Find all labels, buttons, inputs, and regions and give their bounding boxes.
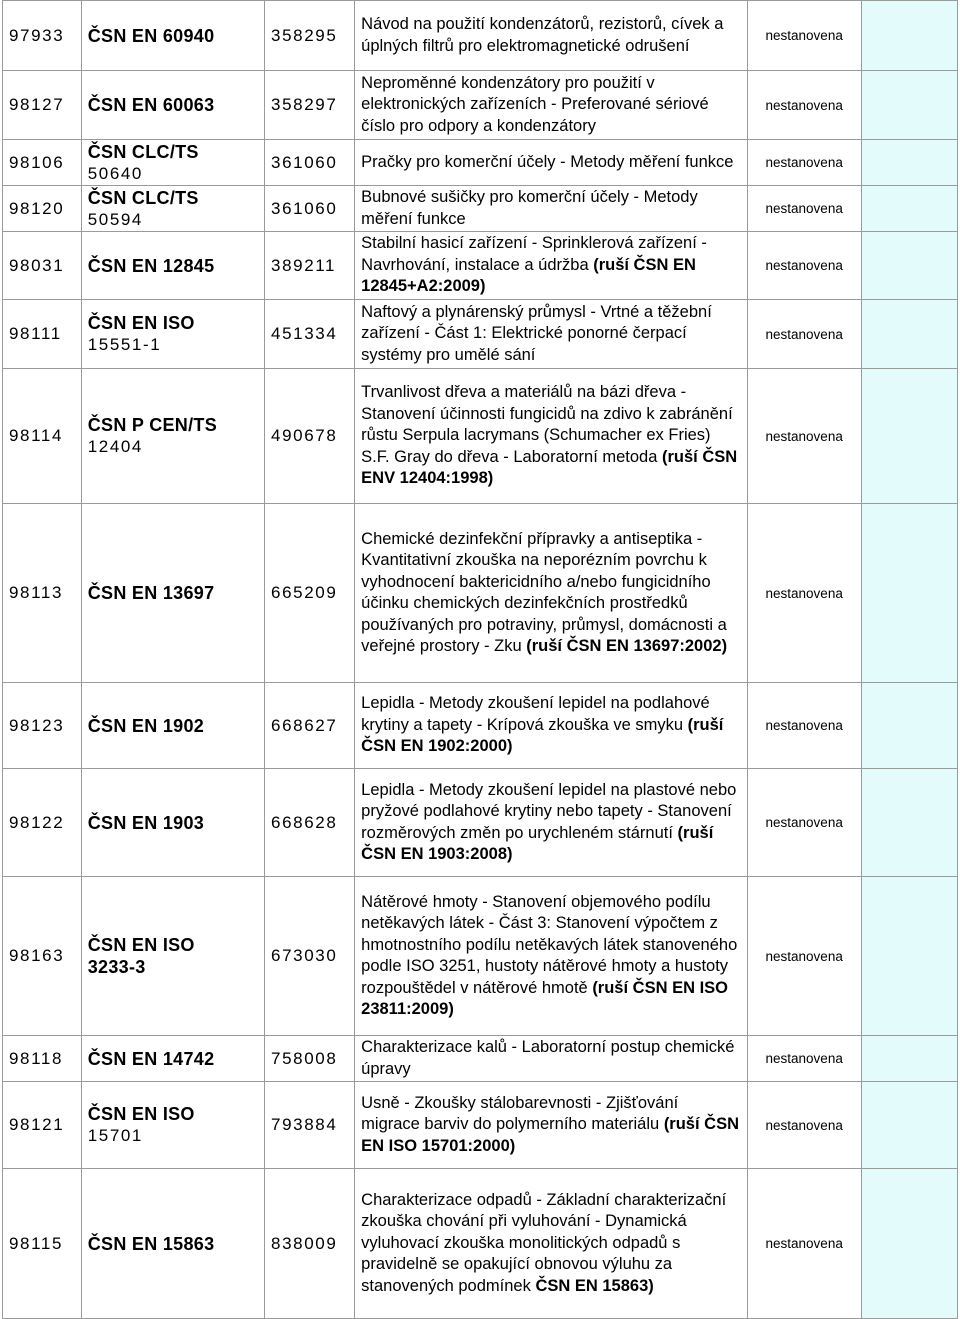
standard-title: [355, 369, 748, 504]
standard-title-text: Chemické dezinfekční přípravky a antiseptika - Kvantitativní zkouška na neporézním povrchu k vyhodnocení baktericidního a/nebo fungicidního účinku chemických dezinfekčních prostředků používaných pro potraviny, průmysl, domácnosti a veřejné prostory - Zku: [361, 529, 727, 655]
standard-code-text: ČSN EN ISO: [87, 935, 195, 955]
standard-title-text: Trvanlivost dřeva a materiálů na bázi dřeva - Stanovení účinnosti fungicidů na zdivo k zabránění růstu Serpula lacrymans (Schumacher ex Fries) S.F. Gray do dřeva - Laboratorní metoda: [361, 383, 733, 466]
standard-title: [355, 1, 748, 71]
classification-number: 358297: [265, 71, 355, 140]
standard-title-text: Nátěrové hmoty - Stanovení objemového podílu netěkavých látek - Část 3: Stanovení výpočtem z hmotnostního podílu netěkavých látek stanoveného podle ISO 3251, hustoty nátěrové hmoty a hustoty rozpouštědel v nátěrové hmotě: [361, 892, 738, 997]
standard-title-text: Stabilní hasicí zařízení - Sprinklerová zařízení - Navrhování, instalace a údržba: [361, 234, 707, 274]
standard-code-text: ČSN EN ISO: [87, 313, 195, 333]
classification-number: 838009: [265, 1169, 355, 1319]
row-id: 98113: [3, 504, 82, 683]
standard-title-text: Charakterizace kalů - Laboratorní postup chemické úpravy: [361, 1038, 735, 1078]
classification-number: 490678: [265, 369, 355, 504]
highlight-cell: [861, 1082, 957, 1169]
highlight-cell: [861, 71, 957, 140]
standard-code-text: ČSN EN ISO: [87, 1104, 195, 1124]
standard-title: [355, 877, 748, 1036]
status-value: nestanovena: [747, 71, 861, 140]
standard-code: [81, 232, 264, 300]
standard-title-text: Pračky pro komerční účely - Metody měření funkce: [361, 152, 734, 171]
table-row: [3, 140, 958, 186]
highlight-cell: [861, 1169, 957, 1319]
standard-code: [81, 300, 264, 369]
table-row: [3, 1169, 958, 1319]
classification-number: 358295: [265, 1, 355, 71]
standard-code: [81, 1169, 264, 1319]
standard-code-text: ČSN EN 60940: [87, 25, 215, 46]
standard-title-text: Usně - Zkoušky stálobarevnosti - Zjišťování migrace barviv do polymerního materiálu: [361, 1093, 679, 1134]
supersedes-note: (ruší ČSN EN 1902:2000): [361, 715, 724, 756]
standard-code: [81, 186, 264, 232]
table-row: [3, 1036, 958, 1082]
standard-title-text: Bubnové sušičky pro komerční účely - Metody měření funkce: [361, 188, 698, 228]
table-row: [3, 877, 958, 1036]
standard-code-text: ČSN EN 14742: [87, 1048, 215, 1069]
standard-code: [81, 769, 264, 877]
row-id: 98121: [3, 1082, 82, 1169]
highlight-cell: [861, 140, 957, 186]
table-row: [3, 232, 958, 300]
status-value: nestanovena: [747, 1082, 861, 1169]
row-id: 97933: [3, 1, 82, 71]
status-value: nestanovena: [747, 369, 861, 504]
status-value: nestanovena: [747, 1036, 861, 1082]
standard-code-number: 50640: [87, 163, 143, 183]
standard-code-text: ČSN EN 13697: [87, 583, 215, 603]
standard-title: [355, 71, 748, 140]
table-row: [3, 300, 958, 369]
standard-code-text: ČSN EN 1902: [87, 715, 205, 736]
row-id: 98118: [3, 1036, 82, 1082]
standard-code-number: 12404: [87, 437, 143, 456]
classification-number: 361060: [265, 186, 355, 232]
row-id: 98031: [3, 232, 82, 300]
standard-code: [81, 504, 264, 683]
standard-title: [355, 140, 748, 186]
standard-code-text: ČSN EN 12845: [87, 255, 215, 276]
classification-number: 451334: [265, 300, 355, 369]
highlight-cell: [861, 300, 957, 369]
classification-number: 668628: [265, 769, 355, 877]
supersedes-note: (ruší ČSN EN 12845+A2:2009): [361, 255, 696, 296]
supersedes-note: (ruší ČSN EN ISO 15701:2000): [361, 1115, 739, 1155]
table-row: [3, 186, 958, 232]
standard-title: [355, 232, 748, 300]
status-value: nestanovena: [747, 769, 861, 877]
standard-code: [81, 140, 264, 186]
status-value: nestanovena: [747, 1, 861, 71]
standard-title: [355, 683, 748, 769]
standard-title-text: Lepidla - Metody zkoušení lepidel na plastové nebo pryžové podlahové krytiny nebo tapety - Stanovení rozměrových změn po urychleném stárnutí: [361, 780, 737, 842]
standard-title: [355, 1082, 748, 1169]
highlight-cell: [861, 1, 957, 71]
standard-title: [355, 300, 748, 369]
standard-code: [81, 1082, 264, 1169]
row-id: 98163: [3, 877, 82, 1036]
classification-number: 793884: [265, 1082, 355, 1169]
highlight-cell: [861, 683, 957, 769]
standard-title: [355, 186, 748, 232]
status-value: nestanovena: [747, 232, 861, 300]
highlight-cell: [861, 769, 957, 877]
status-value: nestanovena: [747, 300, 861, 369]
standard-code: [81, 369, 264, 504]
standard-code-text: ČSN CLC/TS: [87, 187, 199, 208]
standard-code-text: ČSN P CEN/TS: [87, 415, 218, 435]
standard-code: [81, 1, 264, 71]
classification-number: 361060: [265, 140, 355, 186]
standard-code: [81, 877, 264, 1036]
table-row: [3, 1082, 958, 1169]
status-value: nestanovena: [747, 504, 861, 683]
standard-code-text: ČSN CLC/TS: [87, 141, 199, 162]
supersedes-note: (ruší ČSN EN 13697:2002): [526, 637, 728, 655]
standard-code: [81, 683, 264, 769]
standard-code-number: 50594: [87, 209, 143, 229]
table-row: [3, 683, 958, 769]
status-value: nestanovena: [747, 1169, 861, 1319]
row-id: 98127: [3, 71, 82, 140]
standard-code-number: 15701: [87, 1126, 143, 1145]
supersedes-note: (ruší ČSN ENV 12404:1998): [361, 447, 738, 488]
row-id: 98114: [3, 369, 82, 504]
row-id: 98106: [3, 140, 82, 186]
standard-code: [81, 1036, 264, 1082]
standard-title: [355, 1036, 748, 1082]
row-id: 98120: [3, 186, 82, 232]
standard-title: [355, 769, 748, 877]
highlight-cell: [861, 369, 957, 504]
highlight-cell: [861, 504, 957, 683]
table-row: [3, 71, 958, 140]
classification-number: 668627: [265, 683, 355, 769]
standard-code-text: ČSN EN 60063: [87, 95, 215, 115]
supersedes-note: ČSN EN 15863): [535, 1276, 654, 1295]
supersedes-note: (ruší ČSN EN 1903:2008): [361, 823, 714, 863]
status-value: nestanovena: [747, 877, 861, 1036]
table-row: [3, 369, 958, 504]
status-value: nestanovena: [747, 186, 861, 232]
highlight-cell: [861, 1036, 957, 1082]
table-row: [3, 769, 958, 877]
standard-code-number: 15551-1: [87, 335, 162, 354]
standard-title: [355, 1169, 748, 1319]
classification-number: 389211: [265, 232, 355, 300]
standard-title-text: Lepidla - Metody zkoušení lepidel na podlahové krytiny a tapety - Krípová zkouška ve smyku: [361, 694, 710, 734]
status-value: nestanovena: [747, 683, 861, 769]
standard-code-text: ČSN EN 15863: [87, 1233, 215, 1254]
classification-number: 665209: [265, 504, 355, 683]
standard-title-text: Naftový a plynárenský průmysl - Vrtné a těžební zařízení - Část 1: Elektrické ponorné čerpací systémy pro umělé sání: [361, 302, 712, 364]
standard-code: [81, 71, 264, 140]
row-id: 98122: [3, 769, 82, 877]
highlight-cell: [861, 186, 957, 232]
row-id: 98123: [3, 683, 82, 769]
row-id: 98111: [3, 300, 82, 369]
standard-title-text: Návod na použití kondenzátorů, rezistorů, cívek a úplných filtrů pro elektromagnetické odrušení: [361, 15, 724, 55]
standard-title: [355, 504, 748, 683]
standard-code-text: ČSN EN 1903: [87, 812, 205, 833]
classification-number: 758008: [265, 1036, 355, 1082]
supersedes-note: (ruší ČSN EN ISO 23811:2009): [361, 978, 729, 1018]
row-id: 98115: [3, 1169, 82, 1319]
classification-number: 673030: [265, 877, 355, 1036]
status-value: nestanovena: [747, 140, 861, 186]
highlight-cell: [861, 232, 957, 300]
standard-code-number: 3233-3: [87, 957, 146, 977]
highlight-cell: [861, 877, 957, 1036]
standard-title-text: Charakterizace odpadů - Základní charakterizační zkouška chování při vyluhování - Dynamická vyluhovací zkouška monolitických odpadů s pravidelně se opakující obnovou výluhu za stanovených podmínek: [361, 1190, 727, 1295]
standards-table: [2, 0, 958, 1319]
table-row: [3, 1, 958, 71]
table-row: [3, 504, 958, 683]
standard-title-text: Neproměnné kondenzátory pro použití v elektronických zařízeních - Preferované sériové číslo pro odpory a kondenzátory: [361, 73, 709, 135]
